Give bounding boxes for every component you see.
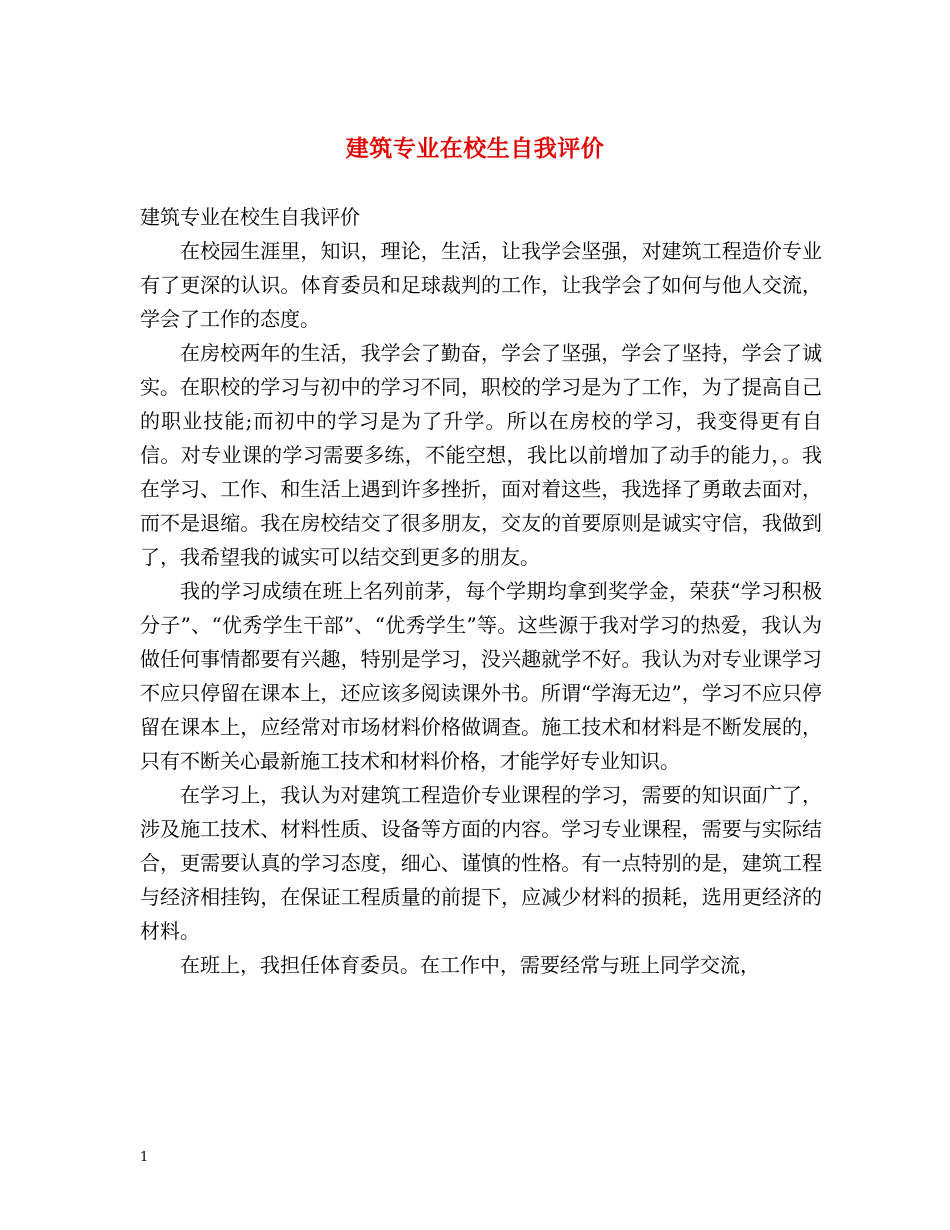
paragraph-4: 在学习上，我认为对建筑工程造价专业课程的学习，需要的知识面广了，涉及施工技术、材料性质、设备等方面的内容。学习专业课程，需要与实际结合，更需要认真的学习态度，细心、谨慎的性格。有一点特别的是，建筑工程与经济相挂钩，在保证工程质量的前提下，应减少材料的损耗，选用更经济的材料。 <box>140 783 822 943</box>
paragraph-5: 在班上，我担任体育委员。在工作中，需要经常与班上同学交流， <box>180 953 760 977</box>
paragraph-3: 我的学习成绩在班上名列前茅，每个学期均拿到奖学金，荣获“学习积极分子”、“优秀学生干部”、“优秀学生”等。这些源于我对学习的热爱，我认为做任何事情都要有兴趣，特别是学习，没兴趣就学不好。我认为对专业课学习不应只停留在课本上，还应该多阅读课外书。所谓“学海无边”，学习不应只停留在课本上，应经常对市场材料价格做调查。施工技术和材料是不断发展的，只有不断关心最新施工技术和材料价格，才能学好专业知识。 <box>140 579 822 773</box>
paragraph-1: 在校园生涯里，知识，理论，生活，让我学会坚强，对建筑工程造价专业有了更深的认识。体育委员和足球裁判的工作，让我学会了如何与他人交流，学会了工作的态度。 <box>140 239 822 331</box>
document-subtitle: 建筑专业在校生自我评价 <box>140 205 360 229</box>
document-body <box>140 200 822 982</box>
paragraph-2: 在房校两年的生活，我学会了勤奋，学会了坚强，学会了坚持，学会了诚实。在职校的学习与初中的学习不同，职校的学习是为了工作，为了提高自己的职业技能;而初中的学习是为了升学。所以在房校的学习，我变得更有自信。对专业课的学习需要多练，不能空想，我比以前增加了动手的能力，。我在学习、工作、和生活上遇到许多挫折，面对着这些，我选择了勇敢去面对，而不是退缩。我在房校结交了很多朋友，交友的首要原则是诚实守信，我做到了，我希望我的诚实可以结交到更多的朋友。 <box>140 341 822 569</box>
page-number: 1 <box>140 1150 149 1165</box>
document-title: 建筑专业在校生自我评价 <box>345 135 605 162</box>
